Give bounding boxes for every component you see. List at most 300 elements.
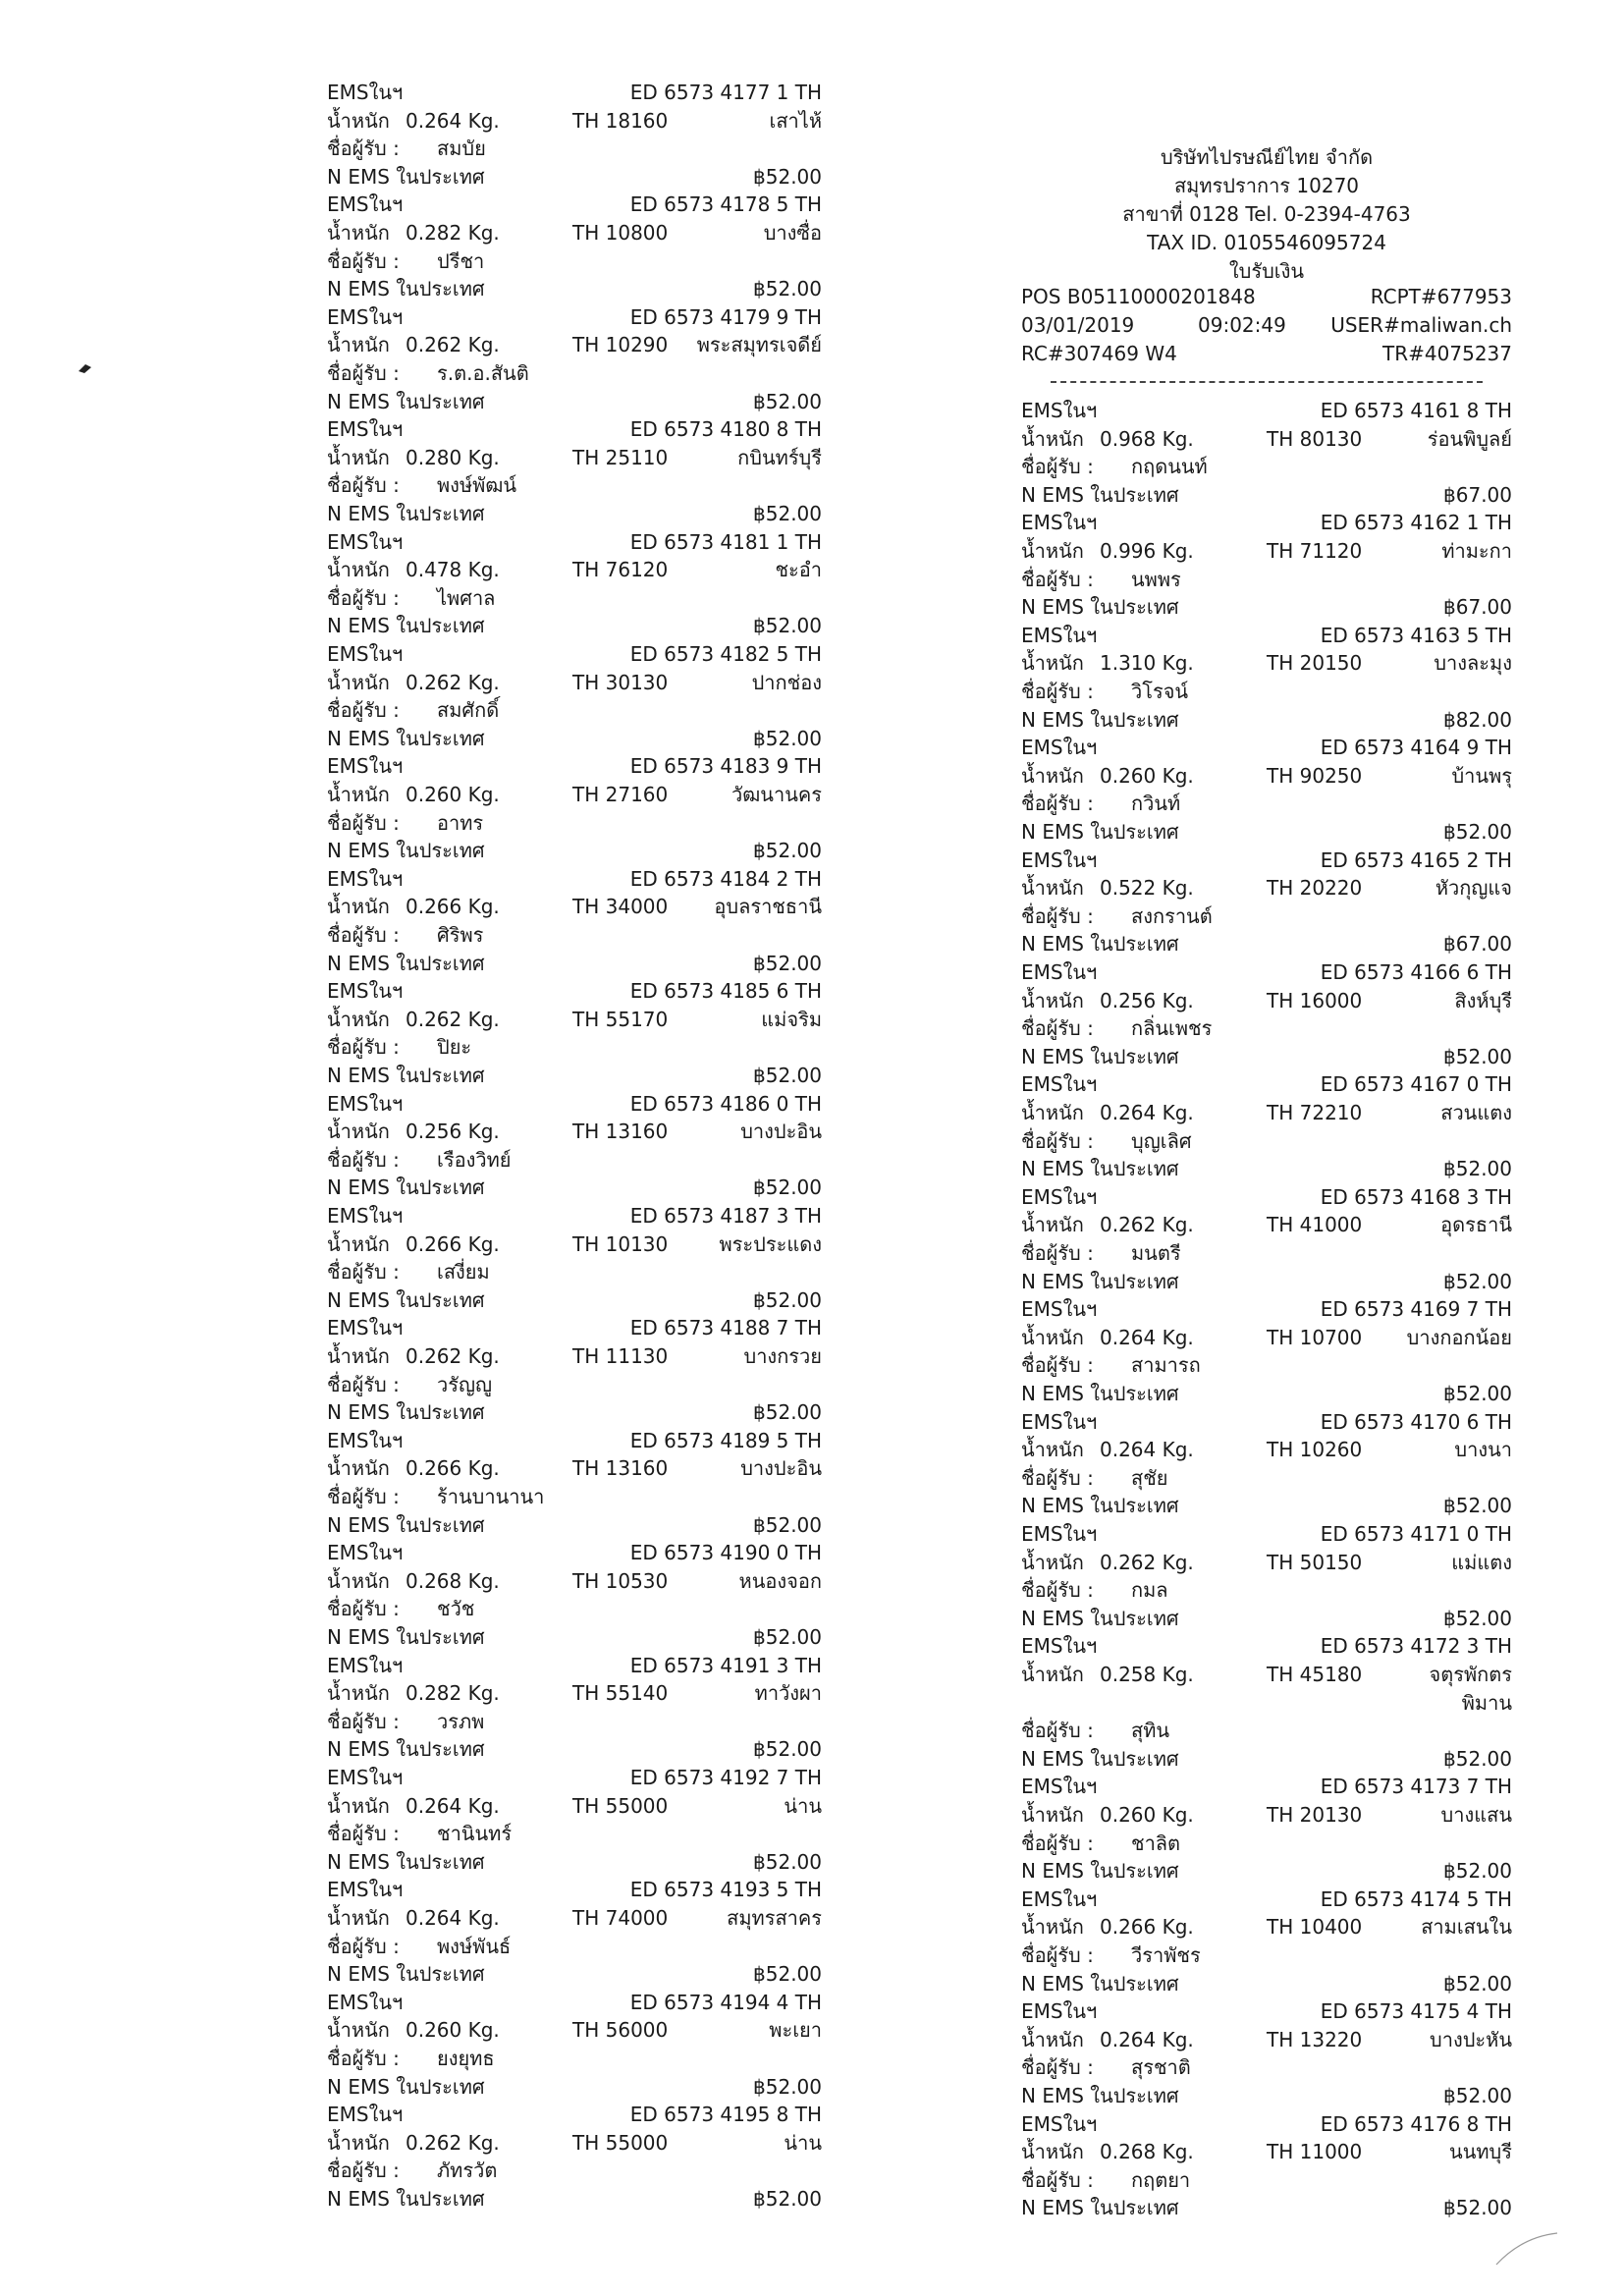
- entry-weight-line: [1021, 649, 1512, 677]
- entry-recipient-line: [327, 1820, 822, 1847]
- entry-recipient-line: [1021, 1830, 1512, 1857]
- postcode: TH 18160: [572, 108, 669, 133]
- price: ฿52.00: [1443, 1269, 1512, 1293]
- entry-recipient-line: [327, 1258, 822, 1285]
- entry-service-line: [1021, 1295, 1512, 1323]
- entry-service-line: [327, 865, 822, 893]
- entry-price-line: [327, 163, 822, 191]
- service-label: EMSในฯ: [1021, 1634, 1098, 1659]
- recipient-prefix: ชื่อผู้รับ :: [327, 1934, 400, 1958]
- price: ฿52.00: [753, 164, 822, 189]
- postcode: TH 20150: [1267, 651, 1363, 676]
- receipt-date: 03/01/2019: [1021, 313, 1135, 337]
- district: พระประแดง: [719, 1231, 822, 1256]
- weight-prefix: น้ำหนัก: [1021, 1101, 1084, 1124]
- weight-prefix: น้ำหนัก: [1021, 876, 1084, 901]
- entry-recipient-line: [1021, 1127, 1512, 1155]
- entry-recipient-line: [1021, 1464, 1512, 1492]
- service-label: EMSในฯ: [327, 81, 404, 104]
- recipient-name: สมศักดิ์: [437, 698, 500, 723]
- recipient-prefix: ชื่อผู้รับ :: [1021, 680, 1094, 703]
- entry-price-line: [1021, 1745, 1512, 1773]
- receipt-time: 09:02:49: [1198, 313, 1286, 337]
- service-type: N EMS ในประเทศ: [1021, 1044, 1179, 1068]
- entry-service-line: [327, 1876, 822, 1903]
- tracking-number: ED 6573 4171 0 TH: [1320, 1522, 1512, 1546]
- weight-value: 0.262 Kg.: [406, 2130, 500, 2155]
- recipient-prefix: ชื่อผู้รับ :: [327, 1822, 400, 1846]
- tracking-number: ED 6573 4175 4 TH: [1320, 1999, 1512, 2024]
- pos-number: POS B05110000201848: [1021, 285, 1256, 308]
- entry-service-line: [327, 977, 822, 1005]
- service-type: N EMS ในประเทศ: [1021, 1157, 1179, 1181]
- entry-service-line: [327, 191, 822, 218]
- service-type: N EMS ในประเทศ: [1021, 820, 1179, 844]
- recipient-name: บุญเลิศ: [1131, 1128, 1192, 1153]
- weight-prefix: น้ำหนัก: [1021, 1663, 1084, 1686]
- recipient-prefix: ชื่อผู้รับ :: [1021, 1831, 1094, 1855]
- entry-recipient-line: [1021, 902, 1512, 930]
- entry-service-line: [1021, 1070, 1512, 1098]
- district: ชะอำ: [775, 558, 822, 582]
- entry-service-line: [327, 1652, 822, 1679]
- weight-prefix: น้ำหนัก: [1021, 1550, 1084, 1574]
- recipient-prefix: ชื่อผู้รับ :: [327, 1485, 400, 1508]
- recipient-prefix: ชื่อผู้รับ :: [327, 810, 400, 835]
- price: ฿52.00: [1443, 1382, 1512, 1405]
- service-label: EMSในฯ: [327, 1766, 404, 1789]
- tracking-number: ED 6573 4164 9 TH: [1320, 736, 1512, 760]
- weight-value: 0.264 Kg.: [1100, 1325, 1194, 1349]
- tracking-number: ED 6573 4163 5 TH: [1320, 623, 1512, 647]
- entry-price-line: [327, 1511, 822, 1539]
- weight-prefix: น้ำหนัก: [1021, 651, 1084, 676]
- entry-service-line: [327, 1090, 822, 1118]
- separator-line: [1051, 381, 1483, 383]
- weight-value: 0.266 Kg.: [406, 895, 500, 919]
- entry-weight-line: [1021, 2026, 1512, 2053]
- district-continued: พิมาน: [1461, 1690, 1512, 1715]
- entry-price-line: [327, 2185, 822, 2213]
- recipient-name: สุชัย: [1131, 1465, 1168, 1490]
- tracking-number: ED 6573 4193 5 TH: [629, 1878, 822, 1902]
- entry-service-line: [1021, 1886, 1512, 1913]
- weight-value: 0.260 Kg.: [406, 783, 500, 806]
- entry-recipient-line: [1021, 1014, 1512, 1042]
- district: สามเสนใน: [1421, 1915, 1512, 1940]
- weight-prefix: น้ำหนัก: [327, 1681, 390, 1706]
- tracking-number: ED 6573 4165 2 TH: [1320, 847, 1512, 872]
- district: สมุทรสาคร: [727, 1906, 822, 1930]
- entry-recipient-line: [1021, 790, 1512, 817]
- service-type: N EMS ในประเทศ: [327, 502, 485, 525]
- entry-service-line: [1021, 1183, 1512, 1211]
- entry-service-line: [327, 1427, 822, 1454]
- price: ฿52.00: [753, 1625, 822, 1649]
- entry-price-line: [1021, 1155, 1512, 1182]
- service-label: EMSในฯ: [327, 1091, 404, 1116]
- entry-recipient-line: [1021, 453, 1512, 480]
- weight-value: 0.264 Kg.: [1100, 2027, 1194, 2051]
- service-type: N EMS ในประเทศ: [327, 1737, 485, 1762]
- recipient-prefix: ชื่อผู้รับ :: [327, 585, 400, 610]
- district: น่าน: [784, 2130, 822, 2155]
- postcode: TH 55000: [572, 2130, 669, 2155]
- service-type: N EMS ในประเทศ: [1021, 1971, 1179, 1995]
- tracking-number: ED 6573 4190 0 TH: [629, 1541, 822, 1565]
- recipient-name: เรืองวิทย์: [437, 1147, 512, 1172]
- service-type: N EMS ในประเทศ: [1021, 2196, 1179, 2220]
- weight-prefix: น้ำหนัก: [327, 2018, 390, 2043]
- price: ฿52.00: [753, 2074, 822, 2099]
- price: ฿52.00: [753, 1737, 822, 1762]
- service-type: N EMS ในประเทศ: [327, 277, 485, 301]
- recipient-prefix: ชื่อผู้รับ :: [1021, 1241, 1094, 1265]
- district: อุบลราชธานี: [714, 895, 822, 919]
- tracking-number: ED 6573 4169 7 TH: [1320, 1297, 1512, 1322]
- service-type: N EMS ในประเทศ: [1021, 1606, 1179, 1630]
- weight-prefix: น้ำหนัก: [1021, 1915, 1084, 1940]
- company-name: บริษัทไปรษณีย์ไทย จำกัด: [1160, 145, 1374, 169]
- entry-service-line: [327, 1202, 822, 1230]
- entry-recipient-line: [327, 471, 822, 499]
- entry-weight-line: [1021, 874, 1512, 902]
- recipient-name: ยงยุทธ: [437, 2047, 495, 2070]
- entry-price-line: [327, 1398, 822, 1426]
- entry-service-line: [327, 752, 822, 780]
- entry-recipient-line: [1021, 1351, 1512, 1379]
- user-id: USER#maliwan.ch: [1330, 313, 1512, 337]
- district: หัวกุญแจ: [1435, 876, 1512, 901]
- weight-value: 0.264 Kg.: [406, 1906, 500, 1930]
- service-type: N EMS ในประเทศ: [327, 1625, 485, 1649]
- district: หนองจอก: [738, 1568, 822, 1593]
- price: ฿52.00: [1443, 2084, 1512, 2107]
- price: ฿52.00: [753, 614, 822, 638]
- recipient-prefix: ชื่อผู้รับ :: [1021, 1016, 1094, 1041]
- tax-id: TAX ID. 0105546095724: [1147, 231, 1386, 254]
- price: ฿52.00: [1443, 820, 1512, 844]
- entry-price-line: [1021, 1970, 1512, 1997]
- service-label: EMSในฯ: [1021, 1522, 1098, 1546]
- service-type: N EMS ในประเทศ: [327, 1849, 485, 1874]
- recipient-prefix: ชื่อผู้รับ :: [1021, 903, 1094, 928]
- weight-value: 0.262 Kg.: [1100, 1213, 1194, 1237]
- service-type: N EMS ในประเทศ: [327, 2187, 485, 2211]
- weight-prefix: น้ำหนัก: [327, 558, 390, 582]
- entry-service-line: [1021, 1997, 1512, 2025]
- entry-price-line: [1021, 818, 1512, 846]
- service-label: EMSในฯ: [327, 417, 404, 442]
- weight-prefix: น้ำหนัก: [327, 1344, 390, 1368]
- entry-service-line: [1021, 622, 1512, 649]
- pen-stroke: [1492, 2229, 1561, 2269]
- postcode: TH 56000: [572, 2018, 669, 2043]
- weight-prefix: น้ำหนัก: [327, 221, 390, 245]
- service-label: EMSในฯ: [1021, 847, 1098, 872]
- entry-weight-line: [1021, 762, 1512, 790]
- entry-price-line: [327, 837, 822, 864]
- recipient-prefix: ชื่อผู้รับ :: [327, 698, 400, 723]
- entry-price-line: [327, 275, 822, 302]
- price: ฿52.00: [753, 389, 822, 413]
- weight-prefix: น้ำหนัก: [327, 1568, 390, 1593]
- district: วัฒนานคร: [731, 783, 822, 806]
- entry-service-line: [1021, 1520, 1512, 1548]
- entry-weight-line: [327, 1679, 822, 1707]
- entry-price-line: [1021, 1605, 1512, 1632]
- entry-price-line: [327, 1735, 822, 1763]
- recipient-prefix: ชื่อผู้รับ :: [1021, 1578, 1094, 1603]
- recipient-name: สุทิน: [1131, 1719, 1170, 1743]
- entry-service-line: [1021, 1773, 1512, 1800]
- service-type: N EMS ในประเทศ: [1021, 1746, 1179, 1771]
- recipient-prefix: ชื่อผู้รับ :: [327, 1035, 400, 1060]
- weight-value: 0.262 Kg.: [406, 333, 500, 357]
- tracking-number: ED 6573 4192 7 TH: [629, 1766, 822, 1789]
- weight-prefix: น้ำหนัก: [1021, 2140, 1084, 2164]
- recipient-prefix: ชื่อผู้รับ :: [327, 923, 400, 947]
- recipient-prefix: ชื่อผู้รับ :: [327, 1372, 400, 1396]
- entry-weight-line: [327, 781, 822, 808]
- district: กบินทร์บุรี: [737, 445, 822, 469]
- entry-recipient-line: [1021, 678, 1512, 705]
- weight-prefix: น้ำหนัก: [1021, 988, 1084, 1012]
- weight-value: 0.264 Kg.: [1100, 1101, 1194, 1124]
- service-label: EMSในฯ: [1021, 1184, 1098, 1209]
- entry-weight-line: [1021, 1913, 1512, 1941]
- postcode: TH 13220: [1267, 2027, 1363, 2051]
- price: ฿52.00: [753, 502, 822, 525]
- service-label: EMSในฯ: [1021, 1886, 1098, 1911]
- price: ฿52.00: [753, 1064, 822, 1087]
- weight-prefix: น้ำหนัก: [327, 108, 390, 133]
- weight-value: 0.266 Kg.: [1100, 1915, 1194, 1940]
- postcode: TH 55000: [572, 1793, 669, 1818]
- tracking-number: ED 6573 4162 1 TH: [1320, 511, 1512, 535]
- recipient-name: ปิยะ: [437, 1035, 472, 1060]
- entry-price-line: [1021, 1857, 1512, 1885]
- postcode: TH 11130: [572, 1344, 669, 1368]
- recipient-name: สุรชาติ: [1131, 2055, 1191, 2080]
- price: ฿52.00: [753, 839, 822, 863]
- recipient-name: ศิริพร: [437, 923, 484, 947]
- postcode: TH 27160: [572, 783, 669, 806]
- service-label: EMSในฯ: [327, 1428, 404, 1452]
- service-type: N EMS ในประเทศ: [1021, 1494, 1179, 1518]
- service-type: N EMS ในประเทศ: [327, 1287, 485, 1312]
- tracking-number: ED 6573 4170 6 TH: [1320, 1409, 1512, 1434]
- district: สวนแตง: [1440, 1101, 1512, 1124]
- service-type: N EMS ในประเทศ: [1021, 932, 1179, 957]
- weight-value: 0.262 Kg.: [406, 670, 500, 694]
- weight-value: 0.968 Kg.: [1100, 426, 1194, 451]
- entry-service-line: [327, 1314, 822, 1341]
- price: ฿52.00: [1443, 2196, 1512, 2220]
- tracking-number: ED 6573 4187 3 TH: [629, 1204, 822, 1228]
- entry-service-line: [1021, 509, 1512, 536]
- entry-price-line: [327, 1623, 822, 1651]
- service-label: EMSในฯ: [327, 1316, 404, 1340]
- service-label: EMSในฯ: [327, 2103, 404, 2127]
- entry-weight-line: [327, 669, 822, 696]
- district: แม่จริม: [761, 1007, 822, 1031]
- entry-recipient-line: [327, 1595, 822, 1622]
- weight-prefix: น้ำหนัก: [1021, 539, 1084, 563]
- recipient-name: วิโรจน์: [1131, 680, 1189, 703]
- entry-weight-line: [327, 2016, 822, 2044]
- service-type: N EMS ในประเทศ: [1021, 707, 1179, 732]
- weight-value: 0.268 Kg.: [406, 1568, 500, 1593]
- entry-weight-line: [327, 331, 822, 358]
- service-type: N EMS ในประเทศ: [327, 951, 485, 975]
- recipient-name: มนตรี: [1131, 1241, 1181, 1265]
- entry-weight-line: [327, 893, 822, 920]
- entry-weight-line: [1021, 987, 1512, 1014]
- entry-service-line: [327, 640, 822, 668]
- price: ฿52.00: [753, 277, 822, 301]
- entry-price-line: [327, 1960, 822, 1988]
- weight-value: 0.256 Kg.: [406, 1120, 500, 1144]
- entry-weight-line: [1021, 1099, 1512, 1126]
- price: ฿52.00: [753, 2187, 822, 2211]
- price: ฿67.00: [1443, 932, 1512, 957]
- service-label: EMSในฯ: [327, 192, 404, 217]
- service-label: EMSในฯ: [327, 866, 404, 891]
- postcode: TH 72210: [1267, 1101, 1363, 1124]
- entry-recipient-line: [327, 921, 822, 949]
- recipient-prefix: ชื่อผู้รับ :: [1021, 792, 1094, 816]
- entry-service-line: [327, 1989, 822, 2016]
- service-type: N EMS ในประเทศ: [327, 389, 485, 413]
- recipient-name: สมบัย: [437, 137, 486, 161]
- service-type: N EMS ในประเทศ: [327, 1512, 485, 1537]
- entry-service-line: [1021, 2110, 1512, 2138]
- entry-price-line: [327, 1174, 822, 1201]
- service-type: N EMS ในประเทศ: [1021, 595, 1179, 620]
- district: บางซื่อ: [763, 221, 822, 245]
- postcode: TH 13160: [572, 1120, 669, 1144]
- tracking-number: ED 6573 4188 7 TH: [629, 1316, 822, 1340]
- entry-service-line: [1021, 1632, 1512, 1660]
- service-type: N EMS ในประเทศ: [327, 2074, 485, 2099]
- entry-weight-line: [327, 1904, 822, 1932]
- entry-service-line: [1021, 734, 1512, 761]
- entry-price-line: [1021, 2082, 1512, 2109]
- service-label: EMSในฯ: [1021, 1072, 1098, 1097]
- recipient-name: นพพร: [1131, 567, 1181, 591]
- tracking-number: ED 6573 4176 8 TH: [1320, 2111, 1512, 2136]
- weight-prefix: น้ำหนัก: [1021, 1803, 1084, 1827]
- tracking-number: ED 6573 4182 5 TH: [629, 642, 822, 666]
- weight-prefix: น้ำหนัก: [1021, 426, 1084, 451]
- weight-value: 0.282 Kg.: [406, 1681, 500, 1706]
- service-label: EMSในฯ: [1021, 2111, 1098, 2136]
- postcode: TH 55140: [572, 1681, 669, 1706]
- service-type: N EMS ในประเทศ: [327, 839, 485, 863]
- entry-recipient-line: [327, 1371, 822, 1398]
- entry-recipient-line: [327, 135, 822, 162]
- entry-weight-line: [1021, 1661, 1512, 1688]
- postcode: TH 11000: [1267, 2140, 1363, 2164]
- price: ฿67.00: [1443, 482, 1512, 507]
- service-type: N EMS ในประเทศ: [327, 1962, 485, 1987]
- entry-price-line: [327, 1848, 822, 1876]
- entry-price-line: [327, 1286, 822, 1314]
- postcode: TH 10530: [572, 1568, 669, 1593]
- tracking-number: ED 6573 4179 9 TH: [629, 304, 822, 329]
- entry-price-line: [1021, 1043, 1512, 1070]
- weight-value: 0.266 Kg.: [406, 1456, 500, 1481]
- entry-weight-line: [327, 556, 822, 583]
- weight-value: 0.264 Kg.: [406, 1793, 500, 1818]
- district: พะเยา: [769, 2018, 822, 2043]
- price: ฿52.00: [753, 1962, 822, 1987]
- service-type: N EMS ในประเทศ: [1021, 1269, 1179, 1293]
- entry-price-line: [1021, 1380, 1512, 1407]
- service-label: EMSในฯ: [1021, 1297, 1098, 1322]
- tracking-number: ED 6573 4180 8 TH: [629, 417, 822, 442]
- price: ฿52.00: [1443, 1746, 1512, 1771]
- entry-weight-line: [327, 219, 822, 246]
- weight-prefix: น้ำหนัก: [327, 1120, 390, 1144]
- entry-weight-line: [1021, 425, 1512, 453]
- entry-service-line: [327, 2101, 822, 2128]
- weight-prefix: น้ำหนัก: [327, 2130, 390, 2155]
- district: ปากช่อง: [751, 670, 822, 694]
- entry-weight-line: [327, 1006, 822, 1033]
- price: ฿52.00: [753, 1400, 822, 1425]
- entry-service-line: [327, 79, 822, 106]
- weight-prefix: น้ำหนัก: [1021, 763, 1084, 788]
- entry-recipient-line: [327, 1708, 822, 1735]
- price: ฿52.00: [753, 1849, 822, 1874]
- tracking-number: ED 6573 4183 9 TH: [629, 754, 822, 779]
- recipient-name: วรัญญู: [437, 1372, 493, 1396]
- weight-value: 0.282 Kg.: [406, 221, 500, 245]
- entry-service-line: [1021, 958, 1512, 986]
- entry-weight-line: [327, 1230, 822, 1258]
- tr-number: TR#4075237: [1382, 342, 1512, 365]
- recipient-name: ไพศาล: [437, 585, 496, 610]
- postcode: TH 13160: [572, 1456, 669, 1481]
- service-label: EMSในฯ: [327, 754, 404, 779]
- recipient-name: สงกรานต์: [1131, 903, 1213, 928]
- recipient-name: วรภพ: [437, 1709, 485, 1733]
- postcode: TH 50150: [1267, 1550, 1363, 1574]
- recipient-name: ชวัช: [437, 1597, 475, 1621]
- entry-recipient-line: [327, 2157, 822, 2184]
- price: ฿52.00: [1443, 1971, 1512, 1995]
- weight-value: 0.266 Kg.: [406, 1231, 500, 1256]
- entry-recipient-line: [327, 584, 822, 612]
- recipient-name: กฤดนนท์: [1131, 455, 1208, 479]
- service-label: EMSในฯ: [327, 1541, 404, 1565]
- receipt-number: RCPT#677953: [1370, 285, 1512, 308]
- service-type: N EMS ในประเทศ: [327, 726, 485, 750]
- tracking-number: ED 6573 4195 8 TH: [629, 2103, 822, 2127]
- entry-price-line: [327, 388, 822, 415]
- entry-weight-line: [327, 2129, 822, 2157]
- postcode: TH 30130: [572, 670, 669, 694]
- entry-recipient-line: [327, 696, 822, 724]
- recipient-prefix: ชื่อผู้รับ :: [327, 2159, 400, 2183]
- entry-service-line: [1021, 847, 1512, 874]
- postcode: TH 25110: [572, 445, 669, 469]
- price: ฿82.00: [1443, 707, 1512, 732]
- weight-value: 0.262 Kg.: [406, 1007, 500, 1031]
- entry-district-cont-line: [1021, 1689, 1512, 1717]
